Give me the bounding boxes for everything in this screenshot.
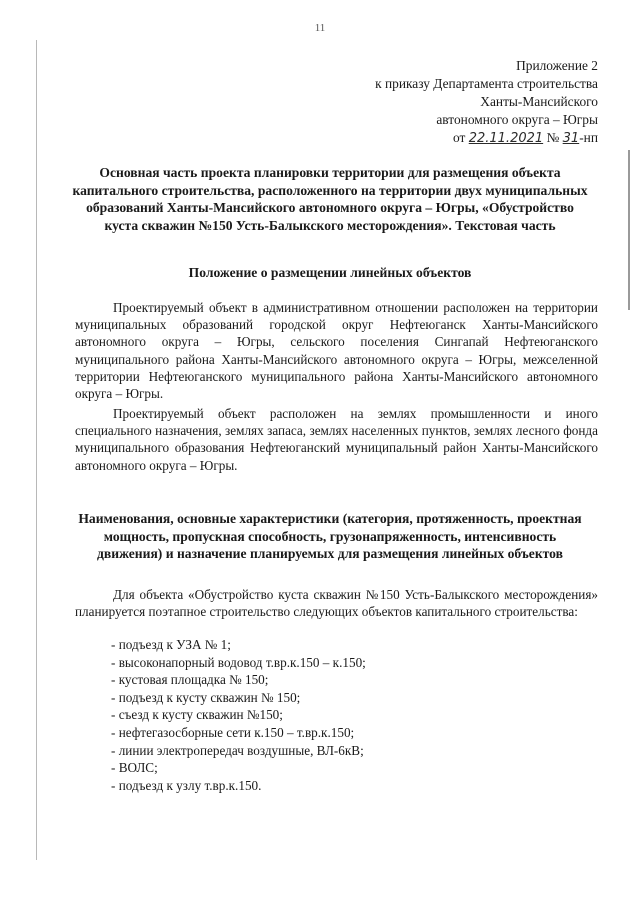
list-item: - нефтегазосборные сети к.150 – т.вр.к.150;: [111, 724, 355, 740]
date-prefix: от: [452, 130, 466, 145]
list-item: - съезд к кусту скважин №150;: [111, 707, 283, 723]
section-title-characteristics: Наименования, основные характеристики (категория, протяженность, проектная мощность, пропускная способность, грузонапряженность, интенсивность движения) и назначение планируемых для размещения линейных объектов: [78, 511, 582, 561]
section-title-placement: Положение о размещении линейных объектов: [188, 265, 472, 280]
list-item: - подъезд к узлу т.вр.к.150.: [111, 777, 262, 793]
list-item: - линии электропередач воздушные, ВЛ-6кВ;: [111, 742, 364, 758]
paragraph-construction-plan: Для объекта «Обустройство куста скважин №150 Усть-Балыкского месторождения» планируется поэтапное строительство следующих объектов капитального строительства:: [75, 587, 598, 620]
paragraph-land-category: Проектируемый объект расположен на землях промышленности и иного специального назначения, землях запаса, землях населенных пунктов, землях лесного фонда муниципального образования Нефтеюганский муниципальный район Ханты-Мансийского автономного округа – Югры.: [75, 406, 598, 473]
document-title: Основная часть проекта планировки территории для размещения объекта капитального строительства, расположенного на территории двух муниципальных образований Ханты-Мансийского автономного округа – Югры, «Обустройство куста скважин №150 Усть-Балыкского месторождения». Текстовая часть: [72, 165, 588, 233]
list-item: - высоконапорный водовод т.вр.к.150 – к.150;: [111, 654, 366, 670]
appendix-line-2: к приказу Департамента строительства: [375, 76, 598, 91]
number-prefix: №: [546, 130, 560, 145]
appendix-line-4: автономного округа – Югры: [436, 112, 598, 127]
appendix-date-line: [375, 129, 598, 148]
list-item: - ВОЛС;: [111, 760, 158, 776]
list-item: - подъезд к кусту скважин № 150;: [111, 689, 301, 705]
order-number: 31: [562, 131, 580, 146]
objects-list: [111, 636, 366, 794]
appendix-line-1: Приложение 2: [516, 58, 598, 73]
list-item: - кустовая площадка № 150;: [111, 672, 269, 688]
paragraph-location: Проектируемый объект в административном отношении расположен на территории муниципальных образований городской округ Нефтеюганск Ханты-Мансийского автономного округа – Югры, сельского поселения Сингапай Нефтеюганского муниципального района Ханты-Мансийского автономного округа – Югры, межселенной территории Нефтеюганского муниципального района Ханты-Мансийского автономного округа – Югры.: [75, 300, 598, 402]
appendix-line-3: Ханты-Мансийского: [480, 94, 598, 109]
page-number: 11: [314, 22, 326, 34]
order-date: 22.11.2021: [468, 131, 544, 146]
scan-margin-line: [36, 40, 37, 860]
number-suffix: -нп: [579, 130, 598, 145]
scan-edge-mark: [628, 150, 630, 310]
list-item: - подъезд к УЗА № 1;: [111, 637, 231, 652]
appendix-header: [375, 57, 598, 148]
